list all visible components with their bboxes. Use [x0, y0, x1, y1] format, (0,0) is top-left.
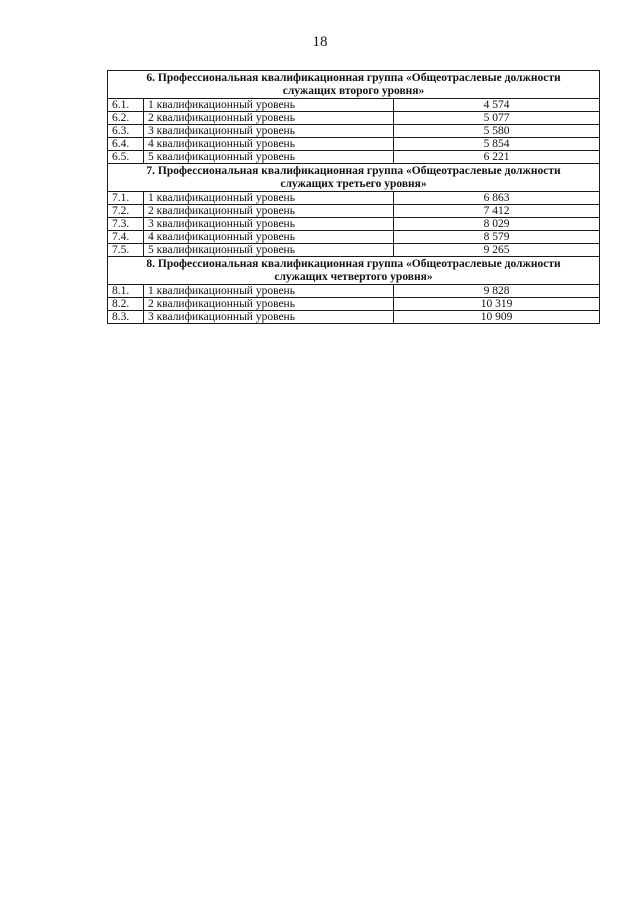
- row-value: 8 579: [394, 231, 600, 244]
- row-level: 2 квалификационный уровень: [144, 205, 394, 218]
- row-value: 5 580: [394, 125, 600, 138]
- row-number: 8.3.: [108, 311, 144, 324]
- table-row: [108, 205, 600, 218]
- row-value: 10 319: [394, 298, 600, 311]
- salary-table-body: [108, 71, 600, 324]
- table-row: [108, 151, 600, 164]
- table-row: [108, 244, 600, 257]
- group-header-row: [108, 71, 600, 99]
- row-value: 10 909: [394, 311, 600, 324]
- table-row: [108, 231, 600, 244]
- row-value: 8 029: [394, 218, 600, 231]
- row-value: 5 854: [394, 138, 600, 151]
- group-title-line2: служащих третьего уровня»: [280, 178, 427, 190]
- table-row: [108, 311, 600, 324]
- table-row: [108, 112, 600, 125]
- row-level: 5 квалификационный уровень: [144, 151, 394, 164]
- group-header-row: [108, 164, 600, 192]
- row-number: 6.1.: [108, 99, 144, 112]
- group-title-line2: служащих второго уровня»: [282, 85, 425, 97]
- group-title-line1: 7. Профессиональная квалификационная группа «Общеотраслевые должности: [146, 165, 561, 177]
- row-number: 7.2.: [108, 205, 144, 218]
- row-level: 3 квалификационный уровень: [144, 218, 394, 231]
- row-level: 2 квалификационный уровень: [144, 112, 394, 125]
- row-number: 6.3.: [108, 125, 144, 138]
- group-title: [108, 71, 600, 99]
- row-number: 6.5.: [108, 151, 144, 164]
- row-level: 3 квалификационный уровень: [144, 311, 394, 324]
- row-number: 8.1.: [108, 285, 144, 298]
- salary-table: [107, 70, 600, 324]
- row-level: 1 квалификационный уровень: [144, 99, 394, 112]
- row-number: 8.2.: [108, 298, 144, 311]
- table-row: [108, 125, 600, 138]
- row-level: 1 квалификационный уровень: [144, 192, 394, 205]
- row-level: 5 квалификационный уровень: [144, 244, 394, 257]
- row-number: 6.4.: [108, 138, 144, 151]
- group-title-line2: служащих четвертого уровня»: [274, 271, 433, 283]
- page-number: 18: [312, 34, 328, 50]
- group-header-row: [108, 257, 600, 285]
- table-row: [108, 285, 600, 298]
- row-value: 5 077: [394, 112, 600, 125]
- row-value: 4 574: [394, 99, 600, 112]
- row-level: 2 квалификационный уровень: [144, 298, 394, 311]
- row-level: 1 квалификационный уровень: [144, 285, 394, 298]
- row-value: 9 828: [394, 285, 600, 298]
- table-row: [108, 192, 600, 205]
- row-value: 7 412: [394, 205, 600, 218]
- row-level: 3 квалификационный уровень: [144, 125, 394, 138]
- group-title-line1: 8. Профессиональная квалификационная группа «Общеотраслевые должности: [146, 258, 561, 270]
- row-value: 6 863: [394, 192, 600, 205]
- row-level: 4 квалификационный уровень: [144, 138, 394, 151]
- group-title: [108, 257, 600, 285]
- group-title-line1: 6. Профессиональная квалификационная группа «Общеотраслевые должности: [146, 72, 561, 84]
- table-row: [108, 218, 600, 231]
- table-row: [108, 138, 600, 151]
- row-number: 7.3.: [108, 218, 144, 231]
- row-number: 7.4.: [108, 231, 144, 244]
- row-value: 9 265: [394, 244, 600, 257]
- table-row: [108, 298, 600, 311]
- row-number: 7.1.: [108, 192, 144, 205]
- row-number: 7.5.: [108, 244, 144, 257]
- group-title: [108, 164, 600, 192]
- row-level: 4 квалификационный уровень: [144, 231, 394, 244]
- row-number: 6.2.: [108, 112, 144, 125]
- row-value: 6 221: [394, 151, 600, 164]
- table-row: [108, 99, 600, 112]
